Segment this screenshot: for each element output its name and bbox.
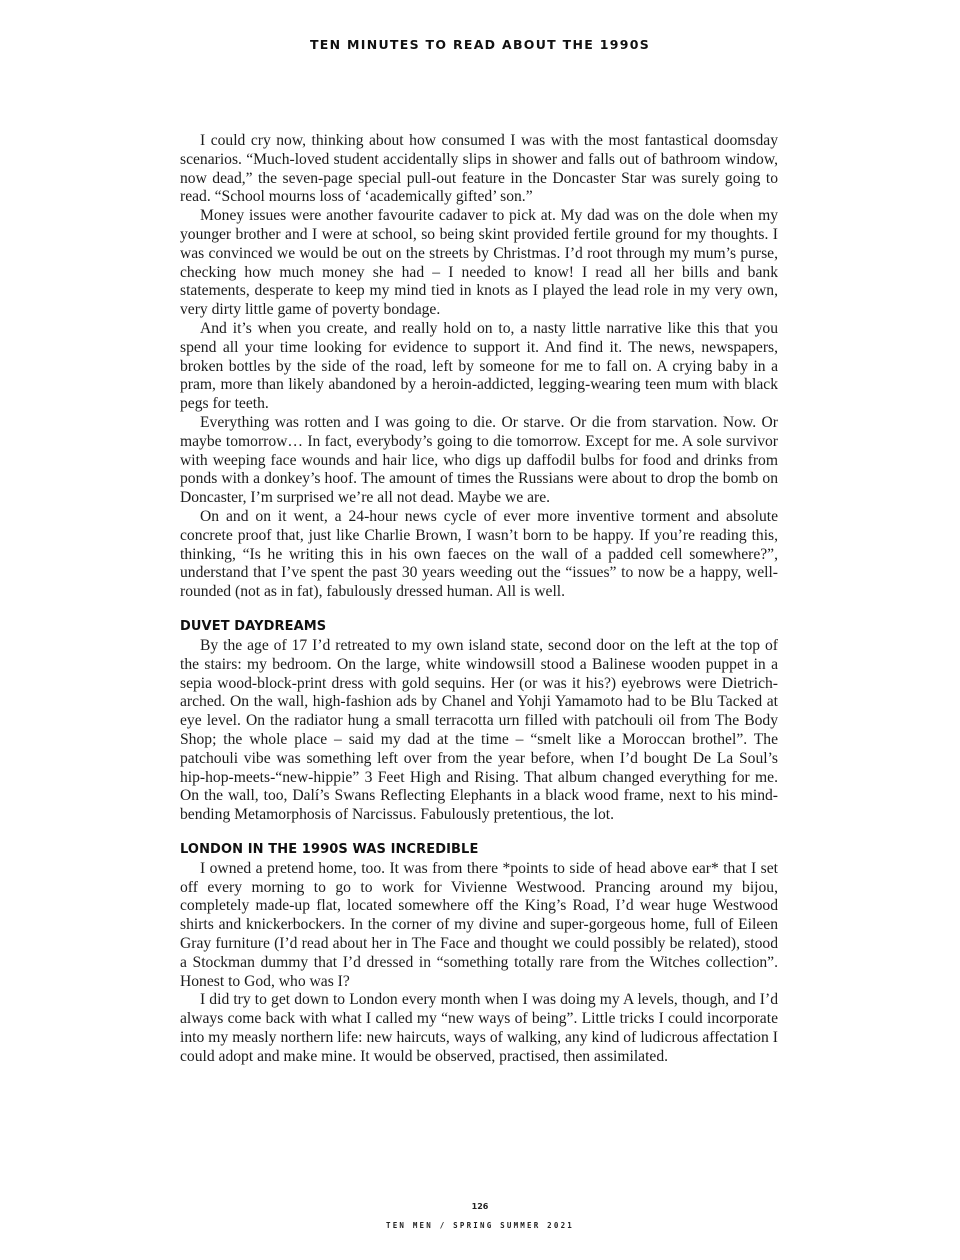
paragraph: By the age of 17 I’d retreated to my own island state, second door on the left at the top of the stairs: my bedroom. On the large, white windowsill stood a Balinese wooden puppet in a sepia wood-block-print dress with gold sequins. Her (or was it his?) eyebrows were Dietrich-arched. On the wall, high-fashion ads by Chanel and Yohji Yamamoto had to be Blu Tacked at eye level. On the radiator hung a small terracotta urn filled with patchouli oil from The Body Shop; the whole place – said my dad at the time – “smelt like a Moroccan brothel”. The patchouli vibe was something left over from the year before, when I’d bought De La Soul’s hip-hop-meets-“new-hippie” 3 Feet High and Rising. That album changed everything for me. On the wall, too, Dalí’s Swans Reflecting Elephants in a black wood frame, next to his mind-bending Metamorphosis of Narcissus. Fabulously pretentious, the lot. <box>180 636 778 824</box>
paragraph: I did try to get down to London every month when I was doing my A levels, though, and I’d always come back with what I called my “new ways of being”. Little tricks I could incorporate into my measly northern life: new haircuts, ways of walking, any kind of ludicrous affectation I could adopt and make mine. It would be observed, practised, then assimilated. <box>180 991 778 1065</box>
page-number: 126 <box>471 1202 489 1211</box>
running-header: TEN MINUTES TO READ ABOUT THE 1990S <box>309 37 651 52</box>
paragraph: Everything was rotten and I was going to die. Or starve. Or die from starvation. Now. Or maybe tomorrow… In fact, everybody’s going to die tomorrow. Except for me. A sole survivor with weeping face wounds and hair lice, who digs up daffodil bulbs for food and drinks from ponds with a donkey’s hoof. The amount of times the Russians were about to drop the bomb on Doncaster, I’m surprised we’re all not dead. Maybe we are. <box>180 413 778 507</box>
paragraph: And it’s when you create, and really hold on to, a nasty little narrative like this that you spend all your time looking for evidence to support it. And find it. The news, newspapers, broken bottles by the side of the road, left by someone for me to fall on. A crying baby in a pram, more than likely abandoned by a heroin-addicted, legging-wearing teen mum with black pegs for teeth. <box>180 319 778 413</box>
section-heading-london: LONDON IN THE 1990S WAS INCREDIBLE <box>180 841 479 857</box>
magazine-issue-footer: TEN MEN / SPRING SUMMER 2021 <box>385 1221 575 1230</box>
article-body <box>180 132 778 1067</box>
paragraph: Money issues were another favourite cadaver to pick at. My dad was on the dole when my younger brother and I were at school, so being skint provided fertile ground for my thoughts. I was convinced we would be out on the streets by Christmas. I’d root through my mum’s purse, checking how much money she had – I needed to know! I read all her bills and bank statements, desperate to keep my mind tied in knots as I played the lead role in my very own, very dirty little game of poverty bondage. <box>180 207 778 319</box>
paragraph: On and on it went, a 24-hour news cycle of ever more inventive torment and absolute concrete proof that, just like Charlie Brown, I wasn’t born to be happy. If you’re reading this, thinking, “Is he writing this in his own faeces on the wall of a padded cell somewhere?”, understand that I’ve spent the past 30 years weeding out the “issues” to now be a happy, well-rounded (not as in fat), fabulously dressed human. All is well. <box>180 507 778 601</box>
section-heading-duvet-daydreams: DUVET DAYDREAMS <box>180 618 327 634</box>
paragraph: I could cry now, thinking about how consumed I was with the most fantastical doomsday scenarios. “Much-loved student accidentally slips in shower and falls out of bathroom window, now dead,” the seven-page special pull-out feature in the Doncaster Star was surely going to read. “School mourns loss of ‘academically gifted’ son.” <box>180 132 778 206</box>
paragraph: I owned a pretend home, too. It was from there *points to side of head above ear* that I set off every morning to go to work for Vivienne Westwood. Prancing around my bijou, completely made-up flat, located somewhere off the King’s Road, I’d wear huge Westwood shirts and knickerbockers. In the corner of my divine and super-gorgeous home, full of Eileen Gray furniture (I’d read about her in The Face and thought we could possibly be related), stood a Stockman dummy that I’d dressed in “something totally rare from the Witches collection”. Honest to God, who was I? <box>180 859 778 990</box>
